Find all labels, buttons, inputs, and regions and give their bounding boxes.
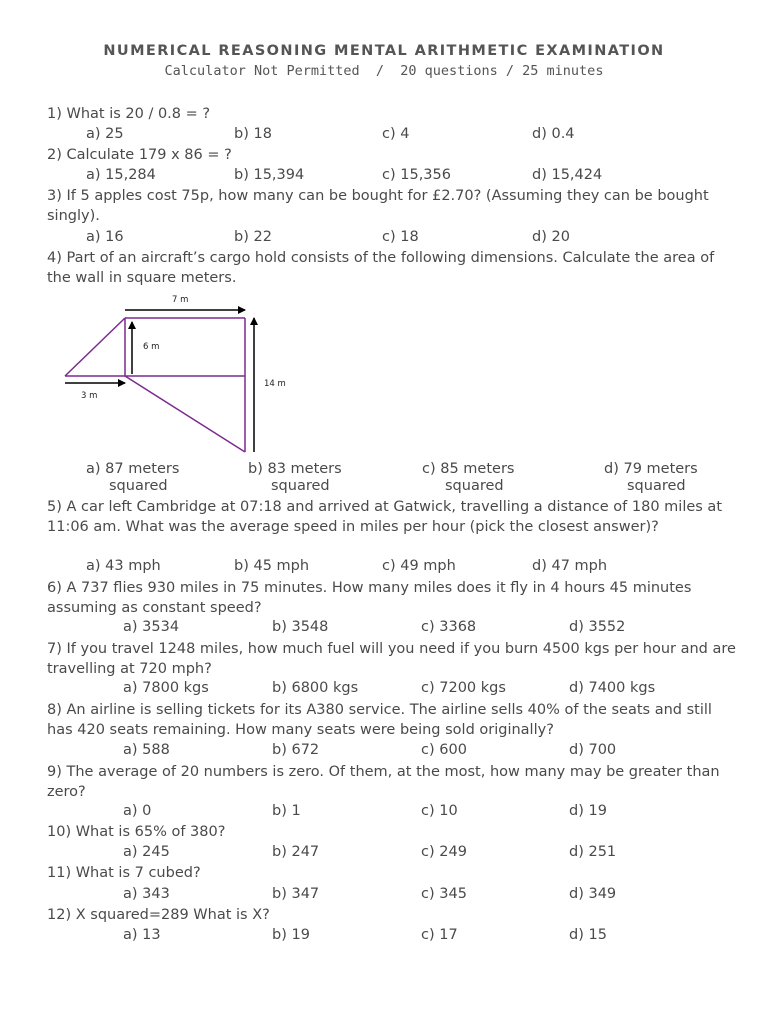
answer-option: b) 22 (234, 229, 272, 245)
answer-option: b) 1 (272, 803, 301, 819)
shape-edge (125, 376, 245, 452)
answer-option: b) 247 (272, 844, 320, 860)
question-5: 5) A car left Cambridge at 07:18 and arrived at Gatwick, travelling a distance of 180 miles at 11:06 am. What was the average speed in miles per hour (pick the closest answer)? (47, 499, 723, 535)
answer-option (422, 461, 514, 495)
answer-option: c) 345 (421, 886, 467, 902)
question-2: 2) Calculate 179 x 86 = ? (47, 147, 232, 163)
answer-option (248, 461, 342, 495)
answer-line-2: squared (627, 478, 686, 494)
dimension-label-top: 7 m (172, 295, 189, 305)
dimension-label-right: 14 m (264, 379, 286, 389)
answer-option: d) 700 (569, 742, 617, 758)
answer-option: a) 3534 (123, 619, 180, 635)
dimension-label-inner: 6 m (143, 342, 160, 352)
answer-option: c) 249 (421, 844, 467, 860)
answer-option: d) 15 (569, 927, 607, 943)
answer-line-1: c) 85 meters (422, 461, 515, 477)
question-6: 6) A 737 flies 930 miles in 75 minutes. How many miles does it fly in 4 hours 45 minutes assuming as constant speed? (47, 580, 692, 616)
question-7: 7) If you travel 1248 miles, how much fuel will you need if you burn 4500 kgs per hour and are travelling at 720 mph? (47, 641, 736, 677)
answer-option: a) 13 (123, 927, 161, 943)
answer-line-1: b) 83 meters (248, 461, 342, 477)
answer-option: b) 347 (272, 886, 320, 902)
question-10: 10) What is 65% of 380? (47, 824, 226, 840)
answer-option: d) 47 mph (532, 558, 608, 574)
answer-option: b) 18 (234, 126, 272, 142)
answer-option: a) 43 mph (86, 558, 161, 574)
answer-line-2: squared (445, 478, 504, 494)
answer-option: b) 45 mph (234, 558, 310, 574)
answer-option: d) 15,424 (532, 167, 603, 183)
answer-option: c) 4 (382, 126, 410, 142)
answer-option: c) 18 (382, 229, 419, 245)
question-11: 11) What is 7 cubed? (47, 865, 201, 881)
answer-line-2: squared (109, 478, 168, 494)
question-12: 12) X squared=289 What is X? (47, 907, 270, 923)
answer-option: c) 10 (421, 803, 458, 819)
question-4: 4) Part of an aircraft’s cargo hold consists of the following dimensions. Calculate the area of the wall in square meters. (47, 250, 715, 286)
answer-option: a) 0 (123, 803, 152, 819)
answer-option: d) 251 (569, 844, 617, 860)
answer-option: d) 349 (569, 886, 617, 902)
dimension-label-bottom: 3 m (81, 391, 98, 401)
answer-option: d) 7400 kgs (569, 680, 656, 696)
answer-option: c) 7200 kgs (421, 680, 506, 696)
exam-subtitle: Calculator Not Permitted / 20 questions / 25 minutes (164, 63, 604, 79)
answer-option: d) 20 (532, 229, 570, 245)
answer-option: b) 6800 kgs (272, 680, 359, 696)
answer-option: a) 7800 kgs (123, 680, 209, 696)
answer-option: a) 25 (86, 126, 124, 142)
answer-option: c) 3368 (421, 619, 477, 635)
answer-option: a) 15,284 (86, 167, 156, 183)
answer-option: b) 672 (272, 742, 320, 758)
answer-option: a) 343 (123, 886, 170, 902)
answer-option (86, 461, 179, 495)
answer-option: c) 17 (421, 927, 458, 943)
answer-option: c) 600 (421, 742, 467, 758)
cargo-hold-diagram (55, 288, 305, 460)
question-3: 3) If 5 apples cost 75p, how many can be bought for £2.70? (Assuming they can be bought singly). (47, 188, 709, 224)
exam-title: NUMERICAL REASONING MENTAL ARITHMETIC EXAMINATION (103, 43, 665, 59)
answer-option: d) 0.4 (532, 126, 575, 142)
answer-option: a) 245 (123, 844, 170, 860)
answer-line-2: squared (271, 478, 330, 494)
answer-option: b) 19 (272, 927, 310, 943)
answer-line-1: a) 87 meters (86, 461, 180, 477)
answer-option: c) 49 mph (382, 558, 456, 574)
answer-line-1: d) 79 meters (604, 461, 698, 477)
question-9: 9) The average of 20 numbers is zero. Of them, at the most, how many may be greater than zero? (47, 764, 720, 800)
answer-option: b) 3548 (272, 619, 329, 635)
answer-option: a) 16 (86, 229, 124, 245)
answer-option (604, 461, 698, 495)
question-1: 1) What is 20 / 0.8 = ? (47, 106, 211, 122)
answer-option: a) 588 (123, 742, 170, 758)
answer-option: b) 15,394 (234, 167, 305, 183)
answer-option: c) 15,356 (382, 167, 451, 183)
answer-option: d) 3552 (569, 619, 626, 635)
shape-edge (65, 318, 125, 376)
answer-option: d) 19 (569, 803, 607, 819)
question-8: 8) An airline is selling tickets for its A380 service. The airline sells 40% of the seats and still has 420 seats remaining. How many seats were being sold originally? (47, 702, 712, 738)
